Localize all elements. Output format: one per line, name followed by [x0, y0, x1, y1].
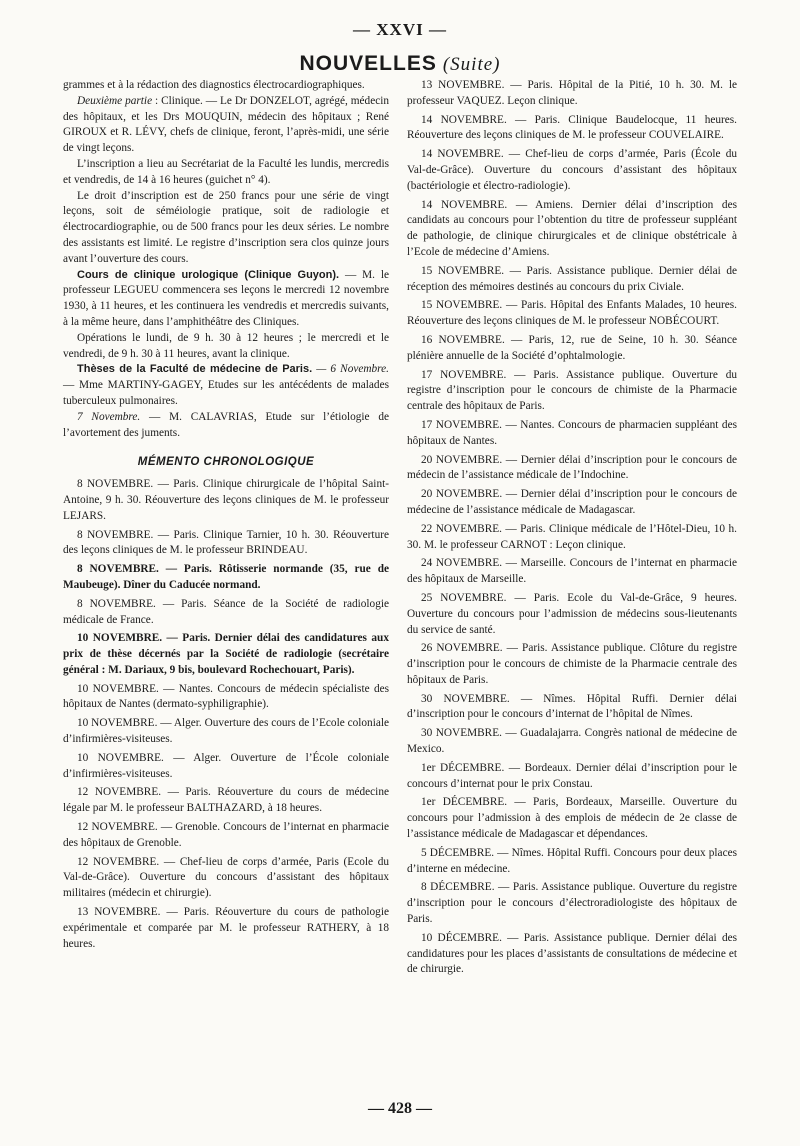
memento-entry: 14 NOVEMBRE. — Paris. Clinique Baudelocque, 11 heures. Réouverture des leçons cliniques de M. le professeur COUVELAIRE.: [407, 113, 737, 142]
paragraph: [63, 268, 389, 331]
memento-entry: 10 NOVEMBRE. — Paris. Dernier délai des candidatures aux prix de thèse décernés par la Société de radiologie (secrétaire général : M. Dariaux, 9 bis, boulevard Rochechouart, Paris).: [63, 632, 389, 676]
memento-entry: 30 NOVEMBRE. — Guadalajarra. Congrès national de médecine de Mexico.: [407, 727, 737, 756]
memento-entry: 26 NOVEMBRE. — Paris. Assistance publique. Clôture du registre d’inscription pour le concours de chimiste de la Pharmacie centrale des hôpitaux de Paris.: [407, 642, 737, 686]
memento-entry: 10 DÉCEMBRE. — Paris. Assistance publique. Dernier délai des candidatures pour les places d’assistants de consultations de médecine et de chirurgie.: [407, 931, 737, 976]
paragraph: L’inscription a lieu au Secrétariat de la Faculté les lundis, mercredis et vendredis, de 14 à 16 heures (guichet n° 4).: [63, 157, 389, 186]
right-column: [407, 78, 737, 978]
memento-entry: 14 NOVEMBRE. — Amiens. Dernier délai d’inscription des candidats au concours pour l’obtention du titre de professeur suppléant de pathologie, de clinique chirurgicales et de clinique obstétricale à l’Ecole de médecine d’Amiens.: [407, 198, 737, 258]
memento-entry: 8 NOVEMBRE. — Paris. Clinique chirurgicale de l’hôpital Saint-Antoine, 9 h. 30. Réouverture des leçons cliniques de M. le professeur LEJARS.: [63, 478, 389, 522]
memento-entry: 22 NOVEMBRE. — Paris. Clinique médicale de l’Hôtel-Dieu, 10 h. 30. M. le professeur CARNOT : Leçon clinique.: [407, 522, 737, 551]
memento-entry: 8 NOVEMBRE. — Paris. Séance de la Société de radiologie médicale de France.: [63, 597, 389, 626]
memento-entry: 10 NOVEMBRE. — Alger. Ouverture des cours de l’Ecole coloniale d’infirmières-visiteuses.: [63, 717, 389, 746]
paragraph-text: — M. le professeur LEGUEU commencera ses leçons le mercredi 12 novembre 1930, à 11 heures, et les continuera les vendredis et mercredis suivants, à la même heure, dans l’amphithéâtre des Cliniques.: [63, 268, 390, 328]
memento-entry: 8 DÉCEMBRE. — Paris. Assistance publique. Ouverture du registre d’inscription pour le concours d’électroradiologiste des hôpitaux de Paris.: [407, 881, 737, 926]
paragraph: grammes et à la rédaction des diagnostics électrocardiographiques.: [63, 79, 365, 91]
memento-entry: 10 NOVEMBRE. — Alger. Ouverture de l’École coloniale d’infirmières-visiteuses.: [63, 751, 389, 780]
page-header: [0, 52, 800, 76]
memento-entry: 25 NOVEMBRE. — Paris. Ecole du Val-de-Grâce, 9 heures. Ouverture du concours pour l’admission de médecins sous-lieutenants du service de santé.: [407, 591, 737, 636]
date: 7 Novembre.: [77, 410, 141, 423]
roman-page-number: — XXVI —: [353, 20, 447, 39]
paragraph: [63, 94, 389, 157]
memento-entry: 8 NOVEMBRE. — Paris. Clinique Tarnier, 10 h. 30. Réouverture des leçons cliniques de M. le professeur BRINDEAU.: [63, 528, 389, 557]
paragraph: [63, 410, 389, 442]
memento-entry: 10 NOVEMBRE. — Nantes. Concours de médecin spécialiste des hôpitaux de Nantes (dermato-syphiligraphie).: [63, 682, 389, 711]
left-column: [63, 78, 389, 952]
memento-entry: 1er DÉCEMBRE. — Paris, Bordeaux, Marseille. Ouverture du concours pour l’admission à des emplois de médecin de 2e classe de l’assistance médicale de Madagascar et dépendances.: [407, 796, 737, 841]
header-title: NOUVELLES: [299, 52, 437, 75]
memento-entry: 14 NOVEMBRE. — Chef-lieu de corps d’armée, Paris (École du Val-de-Grâce). Ouverture du concours d’assistant des hôpitaux (bactériologie et électro-radiologie).: [407, 148, 737, 192]
memento-entry: 20 NOVEMBRE. — Dernier délai d’inscription pour le concours de médecine de l’assistance médicale de Madagascar.: [407, 488, 737, 516]
date: — 6 Novembre.: [312, 363, 389, 376]
memento-entry: 17 NOVEMBRE. — Paris. Assistance publique. Ouverture du registre d’inscription pour le concours de chimiste de la Pharmacie centrale des hôpitaux de Paris.: [407, 368, 737, 413]
paragraph-text: — M. CALAVRIAS, Etude sur l’étiologie de l’avortement des juments.: [63, 410, 389, 439]
paragraph-text: : Clinique. — Le Dr DONZELOT, agrégé, médecin des hôpitaux, et les Drs MOUQUIN, médecin des hôpitaux ; René GIROUX et R. LÉVY, chefs de clinique, feront, l’après-midi, une série de vingt leçons.: [63, 94, 390, 155]
header-suite: (Suite): [442, 54, 501, 75]
memento-entry: 17 NOVEMBRE. — Nantes. Concours de pharmacien suppléant des hôpitaux de Nantes.: [407, 418, 737, 447]
paragraph: [63, 362, 389, 409]
memento-heading: MÉMENTO CHRONOLOGIQUE: [137, 456, 315, 469]
memento-entry: 12 NOVEMBRE. — Chef-lieu de corps d’armée, Paris (Ecole du Val-de-Grâce). Ouverture du concours d’assistant des hôpitaux militaires (médecin et chirurgie).: [63, 855, 389, 900]
paragraph: Le droit d’inscription est de 250 francs pour une série de vingt leçons, soit de séméiologie pratique, soit de radiologie et électrocardiographie, ou de 500 francs pour les deux séries. Le nombre des assistants est limité. Le registre d’inscription sera clos quinze jours avant l’ouverture des cours.: [63, 189, 389, 265]
page-number: — 428 —: [368, 1100, 432, 1117]
memento-entry: 13 NOVEMBRE. — Paris. Réouverture du cours de pathologie expérimentale et comparée par M. le professeur RATHERY, à 18 heures.: [63, 906, 389, 950]
part-label: Deuxième partie: [77, 94, 153, 107]
memento-entry: 8 NOVEMBRE. — Paris. Rôtisserie normande (35, rue de Maubeuge). Dîner du Caducée normand.: [63, 563, 389, 591]
memento-entry: 5 DÉCEMBRE. — Nîmes. Hôpital Ruffi. Concours pour deux places d’interne en médecine.: [407, 846, 737, 875]
section-title: Thèses de la Faculté de médecine de Paris.: [77, 363, 313, 376]
memento-entry: 12 NOVEMBRE. — Paris. Réouverture du cours de médecine légale par M. le professeur BALTHAZARD, à 18 heures.: [63, 786, 389, 815]
memento-entry: 15 NOVEMBRE. — Paris. Hôpital des Enfants Malades, 10 heures. Réouverture des leçons cliniques de M. le professeur NOBÉCOURT.: [407, 299, 737, 328]
memento-entry: 20 NOVEMBRE. — Dernier délai d’inscription pour le concours de médecin de l’assistance médicale de l’Indochine.: [407, 453, 737, 482]
memento-entry: 30 NOVEMBRE. — Nîmes. Hôpital Ruffi. Dernier délai d’inscription pour le concours d’internat de l’hôpital de Nîmes.: [407, 692, 737, 721]
paragraph-text: — Mme MARTINY-GAGEY, Etudes sur les antécédents de malades tuberculeux pulmonaires.: [63, 379, 389, 407]
memento-entry: 12 NOVEMBRE. — Grenoble. Concours de l’internat en pharmacie des hôpitaux de Grenoble.: [63, 821, 389, 849]
section-title: Cours de clinique urologique (Clinique Guyon).: [77, 268, 340, 281]
paragraph: Opérations le lundi, de 9 h. 30 à 12 heures ; le mercredi et le vendredi, de 9 h. 30 à 11 heures, avant la clinique.: [63, 331, 389, 360]
memento-entry: 24 NOVEMBRE. — Marseille. Concours de l’internat en pharmacie des hôpitaux de Marseille.: [407, 557, 737, 586]
memento-entry: 15 NOVEMBRE. — Paris. Assistance publique. Dernier délai de réception des mémoires destinés au concours du prix Civiale.: [407, 264, 737, 293]
memento-entry: 13 NOVEMBRE. — Paris. Hôpital de la Pitié, 10 h. 30. M. le professeur VAQUEZ. Leçon clinique.: [407, 79, 737, 107]
memento-entry: 1er DÉCEMBRE. — Bordeaux. Dernier délai d’inscription pour le concours d’internat pour le prix Constau.: [407, 761, 737, 790]
memento-entry: 16 NOVEMBRE. — Paris, 12, rue de Seine, 10 h. 30. Séance plénière annuelle de la Société d’ophtalmologie.: [407, 333, 737, 362]
